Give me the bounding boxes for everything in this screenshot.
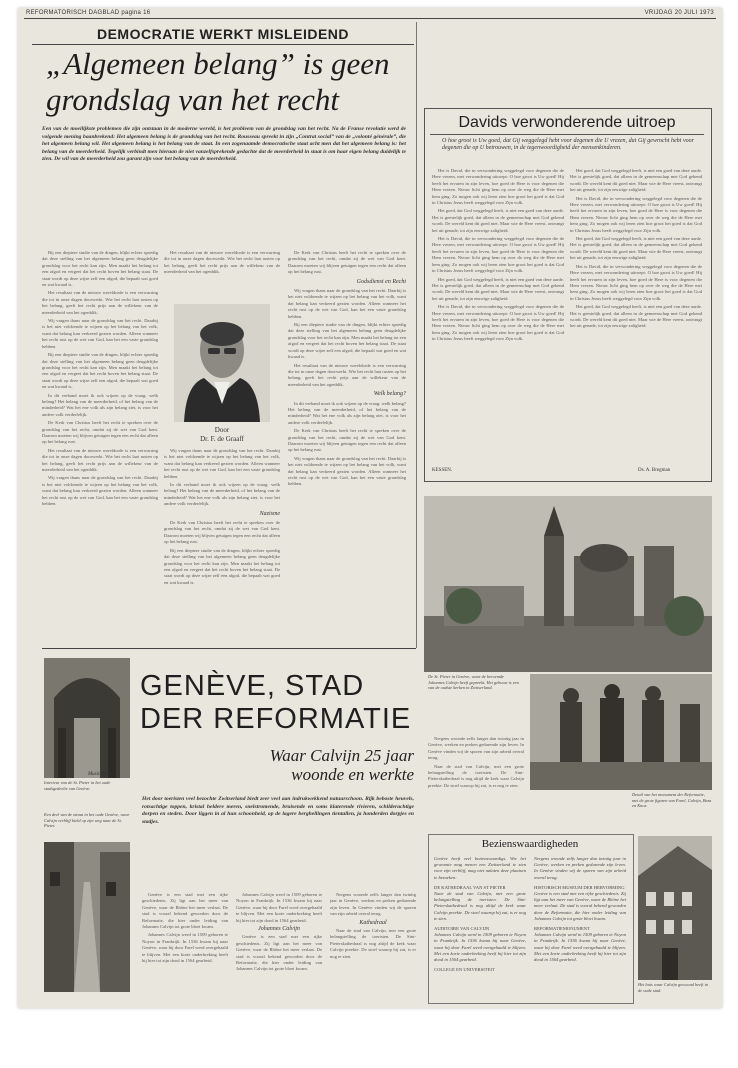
article3-top-rule	[42, 648, 416, 649]
article1-col2-bottom: Wij vragen thans naar de grondslag van het recht. Daarbij is het niet voldoende te wijzen op het belang van het volk, want dat belang kan verkeerd gezien worden. Alleen wanneer het recht rust op de wet van God, kan het een vaste grondslag hebben. In dit verband moet ik ook wijzen op de vraag: welk belang? Het belang van de meerderheid, of het belang van de minderheid? Wat het ene volk als zijn belang ziet, is voor het andere volk verderfelijk. Nazisme De Kerk van Christus heeft het recht te spreken over de grondslag van het recht, omdat zij de wet van God kent. Daarom moeten wij blijven getuigen tegen een recht dat alleen op het belang rust. Bij een dieptere studie van de dingen, blijkt echter spoedig dat deze stelling van het algemeen belang geen deugdelijke grondslag voor het recht kan zijn. Men maakt het belang tot een afgod en vergeet dat het recht boven het belang staat. De staat wordt op deze wijze zelf een afgod, die bepaalt wat goed en wat kwaad is.	[164, 448, 280, 585]
interior-graphic	[44, 658, 130, 778]
article1-kicker: DEMOCRATIE WERKT MISLEIDEND	[96, 26, 349, 42]
article2-rule	[430, 134, 704, 135]
article3-subhead	[218, 746, 414, 784]
beziens-item-4: HISTORISCH MUSEUM DER HERVORMING	[534, 884, 625, 890]
article3-headline	[140, 670, 412, 736]
monument-photo	[530, 674, 712, 790]
kicker-rule	[32, 44, 414, 45]
headline-line1: GENÈVE, STAD	[140, 670, 365, 702]
subhead-line2: woonde en werkte	[291, 765, 414, 784]
cathedral-photo	[424, 496, 712, 672]
subhead-godsdienst: Godsdienst en Recht	[356, 278, 406, 285]
house-caption: Het huis waar Calvijn gewoond heeft in de oude stad.	[638, 982, 709, 993]
article2-intro: O hoe groot is Uw goed, dat Gij weggelegd hebt voor degenen die U vrezen, dat Gij gewrocht hebt voor degenen die op U betrouwen, in de tegenwoordigheid der mensenkinderen.	[442, 138, 694, 152]
article1-intro: Een van de moeilijkste problemen die zijn ontstaan in de moderne wereld, is het probleem van de grondslag van het recht. Na de Franse revolutie werd de volgende mening baanbrekend: Het algemeen belang is de grondslag van het recht. Rousseau spreekt in zijn „Contrat social” van de „volonté générale”, die het algemeen belang wil. Het algemeen belang is het belang van de staat. In een zogenaamde democratische staat acht men dat het algemeen belang is: het belang van de meerderheid. Tegelijk verbindt men hieraan de niet vanzelfsprekende gedachte dat de meerderheid in staat is om haar eigen belang duidelijk te zien. De wil van de meerderheid zou garant zijn voor het belang van de meerderheid.	[42, 126, 406, 163]
header-rule	[24, 18, 716, 19]
subhead-nazisme: Nazisme	[259, 510, 280, 517]
newspaper-page	[18, 8, 722, 1008]
cathedral-graphic	[424, 496, 712, 672]
beziens-title: Bezienswaardigheden	[481, 838, 579, 850]
street-photo	[44, 842, 130, 992]
article2-col2: Het goed, dat God weggelegd heeft, is niet een goed van deze aarde. Het is geestelijk goed, dat alleen in de gemeenschap met God gekend wordt. De wereld kent dit goed niet. Maar wie de Here vreest, ontvangt het uit genade, tot zijn eeuwige zaligheid. Het is David, die in verwondering weggelegd voor degenen die de Here vrezen, met verwondering uitroept: O hoe groot is Uw goed! Hij heeft het ervaren in zijn leven, hoe goed de Here is voor degenen die Hem vrezen. Nieuw licht ging hem op over de weg die de Here met hem ging. Zo mogen ook wij leren zien hoe groot het goed is dat God in Christus Jezus heeft weggelegd voor Zijn volk. Het goed, dat God weggelegd heeft, is niet een goed van deze aarde. Het is geestelijk goed, dat alleen in de gemeenschap met God gekend wordt. De wereld kent dit goed niet. Maar wie de Here vreest, ontvangt het uit genade, tot zijn eeuwige zaligheid. Het is David, die in verwondering weggelegd voor degenen die de Here vrezen, met verwondering uitroept: O hoe groot is Uw goed! Hij heeft het ervaren in zijn leven, hoe goed de Here is voor degenen die Hem vrezen. Nieuw licht ging hem op over de weg die de Here met hem ging. Zo mogen ook wij leren zien hoe groot het goed is dat God in Christus Jezus heeft weggelegd voor Zijn volk. Het goed, dat God weggelegd heeft, is niet een goed van deze aarde. Het is geestelijk goed, dat alleen in de gemeenschap met God gekend wordt. De wereld kent dit goed niet. Maar wie de Here vreest, ontvangt het uit genade, tot zijn eeuwige zaligheid.	[570, 168, 702, 329]
headline-line2: DER REFORMATIE	[140, 703, 412, 735]
interior-caption: Interieur van de St. Pieter in het oude stadsgedeelte van Genève.	[44, 780, 111, 791]
street-graphic	[44, 842, 130, 992]
subhead-line1: Waar Calvijn 25 jaar	[269, 746, 414, 765]
column-divider	[416, 22, 417, 648]
monument-caption: Detail van het monument der Reformatie, met de grote figuren van Farel, Calvijn, Beza en Knox.	[632, 792, 712, 809]
portrait-caption-author: Dr. F. de Graaff	[200, 435, 244, 443]
article1-col1: Bij een dieptere studie van de dingen, blijkt echter spoedig dat deze stelling van het algemeen belang geen deugdelijke grondslag voor het recht kan zijn. Men maakt het belang tot een afgod en vergeet dat het recht boven het belang staat. De staat wordt op deze wijze zelf een afgod, die bepaalt wat goed en wat kwaad is. Het resultaat van de nieuwe wereldorde is een verwarring die tot in onze dagen doorwerkt. Wie het recht laat rusten op het belang, geeft het recht prijs aan de willekeur van de meerderheid van het ogenblik. Wij vragen thans naar de grondslag van het recht. Daarbij is het niet voldoende te wijzen op het belang van het volk, want dat belang kan verkeerd gezien worden. Alleen wanneer het recht rust op de wet van God, kan het een vaste grondslag hebben. Bij een dieptere studie van de dingen, blijkt echter spoedig dat deze stelling van het algemeen belang geen deugdelijke grondslag voor het recht kan zijn. Men maakt het belang tot een afgod en vergeet dat het recht boven het belang staat. De staat wordt op deze wijze zelf een afgod, die bepaalt wat goed en wat kwaad is. In dit verband moet ik ook wijzen op de vraag: welk belang? Het belang van de meerderheid, of het belang van de minderheid? Wat het ene volk als zijn belang ziet, is voor het andere volk verderfelijk. De Kerk van Christus heeft het recht te spreken over de grondslag van het recht, omdat zij de wet van God kent. Daarom moeten wij blijven getuigen tegen een recht dat alleen op het belang rust. Het resultaat van de nieuwe wereldorde is een verwarring die tot in onze dagen doorwerkt. Wie het recht laat rusten op het belang, geeft het recht prijs aan de willekeur van de meerderheid van het ogenblik. Wij vragen thans naar de grondslag van het recht. Daarbij is het niet voldoende te wijzen op het belang van het volk, want dat belang kan verkeerd gezien worden. Alleen wanneer het recht rust op de wet van God, kan het een vaste grondslag hebben.	[42, 250, 158, 507]
article3-col3: Nergens woonde zelfs langer dan twintig jaar in Genève, werken en preken gedurende zijn leven. In Genève vinden wij de sporen van zijn arbeid overal terug. Kathedraal Naar de stad van Calvijn, met een grote belangstelling de toeristen. De Sint-Pieterskathedraal is nog altijd de kerk waar Calvijn preekte. De stoel waarop hij zat, is er nog te zien.	[330, 892, 416, 959]
article2-col1: Het is David, die in verwondering weggelegd voor degenen die de Here vrezen, met verwondering uitroept: O hoe groot is Uw goed! Hij heeft het ervaren in zijn leven, hoe goed de Here is voor degenen die Hem vrezen. Nieuw licht ging hem op over de weg die de Here met hem ging. Zo mogen ook wij leren zien hoe groot het goed is dat God in Christus Jezus heeft weggelegd voor Zijn volk. Het goed, dat God weggelegd heeft, is niet een goed van deze aarde. Het is geestelijk goed, dat alleen in de gemeenschap met God gekend wordt. De wereld kent dit goed niet. Maar wie de Here vreest, ontvangt het uit genade, tot zijn eeuwige zaligheid. Het is David, die in verwondering weggelegd voor degenen die de Here vrezen, met verwondering uitroept: O hoe groot is Uw goed! Hij heeft het ervaren in zijn leven, hoe goed de Here is voor degenen die Hem vrezen. Nieuw licht ging hem op over de weg die de Here met hem ging. Zo mogen ook wij leren zien hoe groot het goed is dat God in Christus Jezus heeft weggelegd voor Zijn volk. Het goed, dat God weggelegd heeft, is niet een goed van deze aarde. Het is geestelijk goed, dat alleen in de gemeenschap met God gekend wordt. De wereld kent dit goed niet. Maar wie de Here vreest, ontvangt het uit genade, tot zijn eeuwige zaligheid. Het is David, die in verwondering weggelegd voor degenen die de Here vrezen, met verwondering uitroept: O hoe groot is Uw goed! Hij heeft het ervaren in zijn leven, hoe goed de Here is voor degenen die Hem vrezen. Nieuw licht ging hem op over de weg die de Here met hem ging. Zo mogen ook wij leren zien hoe groot het goed is dat God in Christus Jezus heeft weggelegd voor Zijn volk.	[432, 168, 564, 342]
subhead-welk-belang: Welk belang?	[373, 391, 406, 398]
beziens-item-3: COLLEGE EN UNIVERSITEIT	[434, 967, 495, 973]
portrait-photo	[174, 304, 270, 422]
house-graphic	[638, 836, 712, 980]
beziens-col2: Nergens woonde zelfs langer dan twintig jaar in Genève, werken en preken gedurende zijn leven. In Genève vinden wij de sporen van zijn arbeid overal terug. HISTORISCH MUSEUM DER HERVORMING Genève is een stad met een rijke geschiedenis. Zij ligt aan het meer van Genève, waar de Rhône het meer verlaat. De stad is vooral bekend geworden door de Reformatie, die hier onder leiding van Johannes Calvijn tot grote bloei kwam. REFORMATIEMONUMENT Johannes Calvijn werd in 1509 geboren te Noyon in Frankrijk. In 1536 kwam hij naar Genève, waar hij door Farel werd overgehaald te blijven. Met een korte onderbreking heeft hij hier tot zijn dood in 1564 gearbeid.	[534, 856, 626, 963]
subhead-musicplein: Musicplein	[88, 772, 111, 777]
article2-place: KESSEN.	[432, 468, 453, 473]
article2-headline: Davids verwonderende uitroep	[458, 114, 676, 131]
cathedral-caption: De St. Pieter in Genève, waar de beroemde Johannes Calvijn heeft gepreekt. Het gebouw is een van de oudste kerken in Zwitserland.	[428, 674, 519, 691]
beziens-item-1: DE KATHEDRAAL VAN ST PIETER	[434, 884, 506, 890]
street-caption: Een deel van de straat in het oude Genève, waar Calvijn verblijf hield op zijn weg naar de St. Pieter.	[44, 812, 130, 829]
monument-graphic	[530, 674, 712, 790]
subhead-kathedraal: Kathedraal	[359, 919, 387, 926]
portrait-graphic	[174, 304, 270, 422]
article1-col3: De Kerk van Christus heeft het recht te spreken over de grondslag van het recht, omdat zij de wet van God kent. Daarom moeten wij blijven getuigen tegen een recht dat alleen op het belang rust. Godsdienst en Recht Wij vragen thans naar de grondslag van het recht. Daarbij is het niet voldoende te wijzen op het belang van het volk, want dat belang kan verkeerd gezien worden. Alleen wanneer het recht rust op de wet van God, kan het een vaste grondslag hebben. Bij een dieptere studie van de dingen, blijkt echter spoedig dat deze stelling van het algemeen belang geen deugdelijke grondslag voor het recht kan zijn. Men maakt het belang tot een afgod en vergeet dat het recht boven het belang staat. De staat wordt op deze wijze zelf een afgod, die bepaalt wat goed en wat kwaad is. Het resultaat van de nieuwe wereldorde is een verwarring die tot in onze dagen doorwerkt. Wie het recht laat rusten op het belang, geeft het recht prijs aan de willekeur van de meerderheid van het ogenblik. Welk belang? In dit verband moet ik ook wijzen op de vraag: welk belang? Het belang van de meerderheid, of het belang van de minderheid? Wat het ene volk als zijn belang ziet, is voor het andere volk verderfelijk. De Kerk van Christus heeft het recht te spreken over de grondslag van het recht, omdat zij de wet van God kent. Daarom moeten wij blijven getuigen tegen een recht dat alleen op het belang rust. Wij vragen thans naar de grondslag van het recht. Daarbij is het niet voldoende te wijzen op het belang van het volk, want dat belang kan verkeerd gezien worden. Alleen wanneer het recht rust op de wet van God, kan het een vaste grondslag hebben.	[288, 250, 406, 487]
portrait-caption-door: Door	[214, 426, 230, 434]
article3-col2: Johannes Calvijn werd in 1509 geboren te Noyon in Frankrijk. In 1536 kwam hij naar Genève, waar hij door Farel werd overgehaald te blijven. Met een korte onderbreking heeft hij hier tot zijn dood in 1564 gearbeid. Johannes Calvijn Genève is een stad met een rijke geschiedenis. Zij ligt aan het meer van Genève, waar de Rhône het meer verlaat. De stad is vooral bekend geworden door de Reformatie, die hier onder leiding van Johannes Calvijn tot grote bloei kwam.	[236, 892, 322, 972]
article3-right-col: Nergens woonde zelfs langer dan twintig jaar in Genève, werken en preken gedurende zijn leven. In Genève vinden wij de sporen van zijn arbeid overal terug. Naar de stad van Calvijn, met een grote belangstelling de toeristen. De Sint-Pieterskathedraal is nog altijd de kerk waar Calvijn preekte. De stoel waarop hij zat, is er nog te zien.	[428, 736, 524, 788]
article3-intro: Het door toeristen veel bezochte Zwitserland biedt zeer veel aan indrukwekkend natuurschoon. Rijk beboste heuvels, rotsachtige toppen, kristal heldere meren, snelstromende, bruisende en soms klaterende rivieren, schilderachtige dorpen en steden. Door liggen in al hun schoonheid, op de lagere berghellingen tientallen, ja honderden dorpjes en stadjes.	[142, 796, 414, 825]
beziens-item-2: AUDITOIRE VAN CALVIJN	[434, 926, 490, 932]
house-photo	[638, 836, 712, 980]
beziens-col1: Genève heeft veel bezienswaardigs. Wie het gewoonte mag menen een Zwitserland te zien voor zijn verblijf, mag niet nalaten deze plaatsen te bezoeken: DE KATHEDRAAL VAN ST PIETER Naar de stad van Calvijn, met een grote belangstelling de toeristen. De Sint-Pieterskathedraal is nog altijd de kerk waar Calvijn preekte. De stoel waarop hij zat, is er nog te zien. AUDITOIRE VAN CALVIJN Johannes Calvijn werd in 1509 geboren te Noyon in Frankrijk. In 1536 kwam hij naar Genève, waar hij door Farel werd overgehaald te blijven. Met een korte onderbreking heeft hij hier tot zijn dood in 1564 gearbeid. COLLEGE EN UNIVERSITEIT	[434, 856, 526, 973]
article1-col2-top: Het resultaat van de nieuwe wereldorde is een verwarring die tot in onze dagen doorwerkt. Wie het recht laat rusten op het belang, geeft het recht prijs aan de willekeur van de meerderheid van het ogenblik.	[164, 250, 280, 275]
subhead-calvijn: Johannes Calvijn	[258, 926, 300, 933]
page-header-right: VRIJDAG 20 JULI 1973	[644, 10, 714, 16]
beziens-item-5: REFORMATIEMONUMENT	[534, 926, 590, 932]
article1-headline: „Algemeen belang” is geen grondslag van het recht	[46, 46, 390, 117]
article2-author: Ds. A. Bregman	[638, 468, 671, 473]
church-interior-photo	[44, 658, 130, 778]
page-header-left: REFORMATORISCH DAGBLAD pagina 16	[26, 10, 151, 16]
article3-col1: Genève is een stad met een rijke geschiedenis. Zij ligt aan het meer van Genève, waar de Rhône het meer verlaat. De stad is vooral bekend geworden door de Reformatie, die hier onder leiding van Johannes Calvijn tot grote bloei kwam. Johannes Calvijn werd in 1509 geboren te Noyon in Frankrijk. In 1536 kwam hij naar Genève, waar hij door Farel werd overgehaald te blijven. Met een korte onderbreking heeft hij hier tot zijn dood in 1564 gearbeid.	[142, 892, 228, 964]
